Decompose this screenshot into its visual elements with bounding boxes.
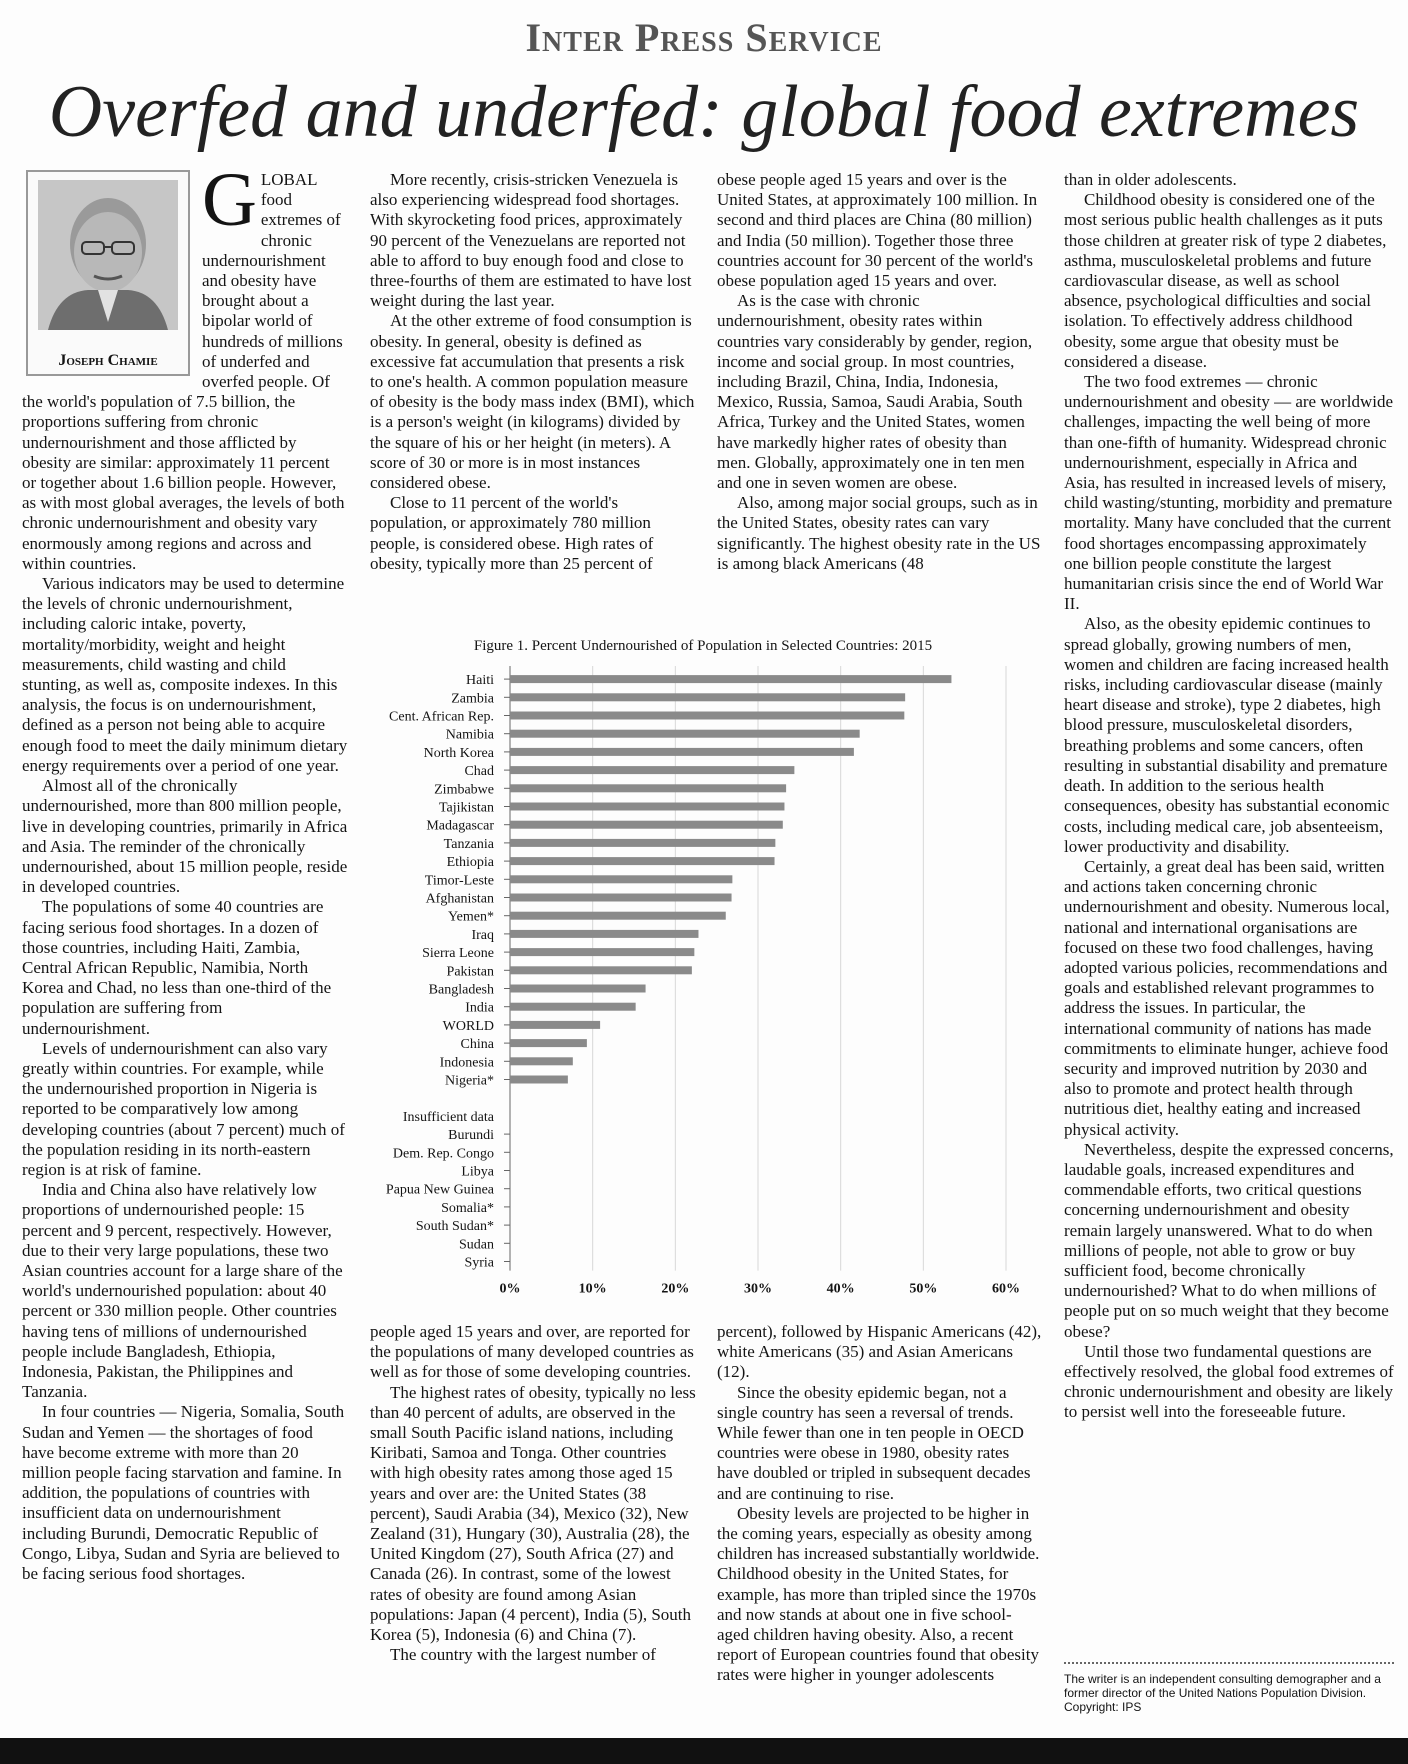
category-label: Indonesia <box>439 1055 494 1071</box>
publication-name: Inter Press Service <box>525 15 883 60</box>
category-label: Tanzania <box>443 836 494 852</box>
bar <box>510 675 951 683</box>
figure-1-chart <box>368 632 1038 1322</box>
category-label: WORLD <box>442 1018 494 1034</box>
bar <box>510 1003 636 1011</box>
insufficient-data-header: Insufficient data <box>402 1109 494 1125</box>
column-1 <box>22 158 348 1584</box>
insufficient-data-label: Libya <box>461 1164 494 1180</box>
bar <box>510 857 775 865</box>
category-label: China <box>460 1037 494 1053</box>
bar <box>510 912 726 920</box>
paragraph: Close to 11 percent of the world's population, or approximately 780 million people, is considered obese. High rates of obesity, typically more than 25 percent of <box>370 493 654 573</box>
column-3-top <box>717 170 1043 574</box>
insufficient-data-label: Papua New Guinea <box>385 1182 494 1198</box>
category-label: Nigeria* <box>445 1073 494 1089</box>
category-label: India <box>465 1000 494 1016</box>
paragraph: than in older adolescents. <box>1064 170 1237 189</box>
bar <box>510 730 860 738</box>
paragraph: Nevertheless, despite the expressed concerns, laudable goals, increased expenditures and commendable efforts, two critical questions concerning undernourishment and obesity remain largely unanswered. What to do when millions of people, not able to grow or buy sufficient food, become chronically undernourished? What to do when millions of people put on so much weight that they become obese? <box>1064 1139 1394 1341</box>
bar <box>510 875 732 883</box>
x-tick-label: 0% <box>499 1281 521 1297</box>
category-label: Iraq <box>471 927 494 943</box>
paragraph: obese people aged 15 years and over is the United States, at approximately 100 million. In second and third places are China (80 million) and India (50 million). Together those three countries account for 30 percent of the world's obese population aged 15 years and over. <box>717 170 1038 291</box>
paragraph: Also, as the obesity epidemic continues to spread globally, growing numbers of men, women and children are facing increased health risks, including cardiovascular disease (mainly heart disease and stroke), type 2 diabetes, high blood pressure, musculoskeletal disorders, breathing problems and some cancers, often resulting in substantial disability and premature death. In addition to the serious health consequences, obesity has substantial economic costs, including medical care, job absenteeism, lower productivity and disability. <box>1064 614 1390 856</box>
insufficient-data-label: Dem. Rep. Congo <box>392 1146 494 1162</box>
paragraph: Various indicators may be used to determine the levels of chronic undernourishment, including caloric intake, poverty, mortality/morbidity, weight and height measurements, child wasting and child stunting, as well as, composite indexes. In this analysis, the focus is on undernourishment, defined as a person not being able to acquire enough food to meet the daily minimum dietary energy requirements over a period of one year. <box>22 574 348 775</box>
category-label: Tajikistan <box>438 800 494 816</box>
bar <box>510 803 784 811</box>
author-note <box>1064 1662 1394 1714</box>
paragraph: people aged 15 years and over, are reported for the populations of many developed countries as well as for those of some developing countries. <box>370 1322 694 1382</box>
category-label: Ethiopia <box>446 855 494 871</box>
category-label: Yemen* <box>447 909 494 925</box>
bar-chart <box>368 632 1038 1322</box>
x-tick-label: 40% <box>826 1281 855 1297</box>
paragraph: The populations of some 40 countries are facing serious food shortages. In a dozen of those countries, including Haiti, Zambia, Central African Republic, Namibia, North Korea and Chad, no less than one-third of the population are suffering from undernourishment. <box>22 897 332 1038</box>
x-tick-label: 20% <box>661 1281 690 1297</box>
bar <box>510 1039 587 1047</box>
author-bio: The writer is an independent consulting demographer and a former director of the United Nations Population Division. <box>1064 1672 1381 1700</box>
bar <box>510 748 854 756</box>
category-label: North Korea <box>423 745 494 761</box>
category-label: Zambia <box>451 691 494 707</box>
bar <box>510 1021 600 1029</box>
paragraph: Certainly, a great deal has been said, written and actions taken concerning chronic undernourishment and obesity. Numerous local, national and international organisations are focused on these two food challenges, having adopted various policies, recommendations and goals and established relevant programmes to address the issues. In particular, the international community of nations has made commitments to eliminate hunger, achieve food security and improved nutrition by 2030 and also to promote and protect health through nutritious diet, healthy eating and increased physical activity. <box>1064 856 1390 1139</box>
headline: Overfed and underfed: global food extremes <box>48 71 1360 153</box>
bar <box>510 930 698 938</box>
category-label: Bangladesh <box>428 982 494 998</box>
column-4 <box>1064 170 1394 1423</box>
paragraph: Obesity levels are projected to be higher in the coming years, especially as obesity among children has increased substantially worldwide. Childhood obesity in the United States, for example, has more than tripled since the 1970s and now stands at about one in five school-aged children having obesity. Also, a recent report of European countries found that obesity rates were higher in younger adolescents <box>717 1503 1040 1685</box>
paragraph: Until those two fundamental questions are effectively resolved, the global food extremes of chronic undernourishment and obesity are likely to persist well into the foreseeable future. <box>1064 1341 1394 1422</box>
category-label: Timor-Leste <box>424 873 494 889</box>
column-3-bottom <box>717 1322 1043 1686</box>
bar <box>510 693 905 701</box>
bar <box>510 784 786 792</box>
bar <box>510 766 794 774</box>
insufficient-data-label: South Sudan* <box>415 1219 494 1235</box>
bar <box>510 1076 568 1084</box>
insufficient-data-label: Burundi <box>448 1128 494 1144</box>
paragraph: India and China also have relatively low proportions of undernourished people: 15 percent and 9 percent, respectively. However, due to their very large populations, these two Asian countries account for a large share of the world's undernourished population: about 40 percent or 330 million people. Other countries having tens of millions of undernourished people include Bangladesh, Ethiopia, Indonesia, Pakistan, the Philippines and Tanzania. <box>22 1180 343 1402</box>
category-label: Haiti <box>466 673 494 689</box>
category-label: Chad <box>464 764 494 780</box>
bar <box>510 894 732 902</box>
author-name: Joseph Chamie <box>58 352 158 369</box>
paragraph: Almost all of the chronically undernourished, more than 800 million people, live in developing countries, primarily in Africa and Asia. The reminder of the chronically undernourished, about 15 million people, reside in developed countries. <box>22 776 348 897</box>
bar <box>510 966 692 974</box>
paragraph: In four countries — Nigeria, Somalia, South Sudan and Yemen — the shortages of food have become extreme with more than 20 million people facing starvation and famine. In addition, the populations of countries with insufficient data on undernourishment including Burundi, Democratic Republic of Congo, Libya, Sudan and Syria are believed to be facing serious food shortages. <box>22 1402 345 1584</box>
insufficient-data-label: Somalia* <box>441 1200 494 1216</box>
category-label: Sierra Leone <box>422 946 494 962</box>
paragraph: The country with the largest number of <box>390 1645 656 1665</box>
paragraph: The highest rates of obesity, typically no less than 40 percent of adults, are observed in the small South Pacific island nations, including Kiribati, Samoa and Tonga. Other countries with high obesity rates among those aged 15 years and over are: the United States (38 percent), Saudi Arabia (34), Mexico (32), New Zealand (31), Hungary (30), Australia (28), the United Kingdom (27), South Africa (27) and Canada (26). In contrast, some of the lowest rates of obesity are found among Asian populations: Japan (4 percent), India (5), South Korea (5), Indonesia (6) and China (7). <box>370 1382 696 1645</box>
insufficient-data-label: Sudan <box>459 1237 494 1253</box>
category-label: Madagascar <box>426 818 494 834</box>
paragraph: Levels of undernourishment can also vary greatly within countries. For example, while the undernourished proportion in Nigeria is reported to be comparatively low among developing countries (about 7 percent) much of the population residing in its north-eastern region is at risk of famine. <box>22 1038 345 1179</box>
bar <box>510 839 775 847</box>
drop-cap: G <box>202 158 257 242</box>
category-label: Pakistan <box>446 964 494 980</box>
paragraph: percent), followed by Hispanic Americans (42), white Americans (35) and Asian Americans (12). <box>717 1322 1042 1382</box>
bar <box>510 948 694 956</box>
insufficient-data-label: Syria <box>464 1255 494 1271</box>
paragraph: Childhood obesity is considered one of the most serious public health challenges as it puts those children at greater risk of type 2 diabetes, asthma, musculoskeletal problems and future cardiovascular disease, as well as school absence, psychological difficulties and social isolation. To effectively address childhood obesity, some argue that obesity must be considered a disease. <box>1064 190 1387 371</box>
bottom-border <box>0 1738 1408 1764</box>
bar <box>510 821 783 829</box>
paragraph: Since the obesity epidemic began, not a single country has seen a reversal of trends. While fewer than one in ten people in OECD countries were obese in 1980, obesity rates have doubled or tripled in subsequent decades and are continuing to rise. <box>717 1382 1031 1503</box>
x-tick-label: 30% <box>744 1281 772 1297</box>
category-label: Zimbabwe <box>434 782 494 798</box>
paragraph: At the other extreme of food consumption is obesity. In general, obesity is defined as excessive fat accumulation that presents a risk to one's health. A common population measure of obesity is the body mass index (BMI), which is a person's weight (in kilograms) divided by the square of his or her height (in meters). A score of 30 or more is in most instances considered obese. <box>370 311 695 493</box>
column-2-bottom <box>370 1322 696 1665</box>
category-label: Afghanistan <box>425 891 494 907</box>
x-tick-label: 60% <box>992 1281 1020 1297</box>
chart-title: Figure 1. Percent Undernourished of Population in Selected Countries: 2015 <box>473 638 933 654</box>
lead-paragraph: LOBAL food extremes of chronic undernourishment and obesity have brought about a bipolar world of hundreds of millions of underfed and overfed people. Of the world's population of 7.5 billion, the proportions suffering from chronic undernourishment and those afflicted by obesity are similar: approximately 11 percent or together about 1.6 billion people. However, as with most global averages, the levels of both chronic undernourishment and obesity vary enormously among regions and across and within countries. <box>22 170 345 573</box>
paragraph: Also, among major social groups, such as in the United States, obesity rates can vary significantly. The highest obesity rate in the US is among black Americans (48 <box>717 493 1041 573</box>
paragraph: As is the case with chronic undernourishment, obesity rates within countries vary considerably by gender, region, income and social group. In most countries, including Brazil, China, India, Indonesia, Mexico, Russia, Samoa, Saudi Arabia, South Africa, Turkey and the United States, women have markedly higher rates of obesity than men. Globally, approximately one in ten men and one in seven women are obese. <box>717 291 1033 493</box>
category-label: Cent. African Rep. <box>389 709 494 725</box>
x-tick-label: 10% <box>578 1281 607 1297</box>
copyright: Copyright: IPS <box>1064 1700 1142 1714</box>
category-label: Namibia <box>445 727 494 743</box>
bar <box>510 1057 573 1065</box>
paragraph: The two food extremes — chronic undernourishment and obesity — are worldwide challenges, impacting the well being of more than one-fifth of humanity. Widespread chronic undernourishment, especially in Africa and Asia, has resulted in increased levels of misery, child wasting/stunting, morbidity and premature mortality. Many have concluded that the current food shortages encompassing approximately one billion people constitute the largest humanitarian crisis since the end of World War II. <box>1064 372 1394 614</box>
x-tick-label: 50% <box>909 1281 938 1297</box>
bar <box>510 985 646 993</box>
bar <box>510 712 904 720</box>
column-2-top <box>370 170 696 574</box>
paragraph: More recently, crisis-stricken Venezuela is also experiencing widespread food shortages. With skyrocketing food prices, approximately 90 percent of the Venezuelans are reported not able to afford to buy enough food and close to three-fourths of them are estimated to have lost weight during the last year. <box>370 170 692 311</box>
